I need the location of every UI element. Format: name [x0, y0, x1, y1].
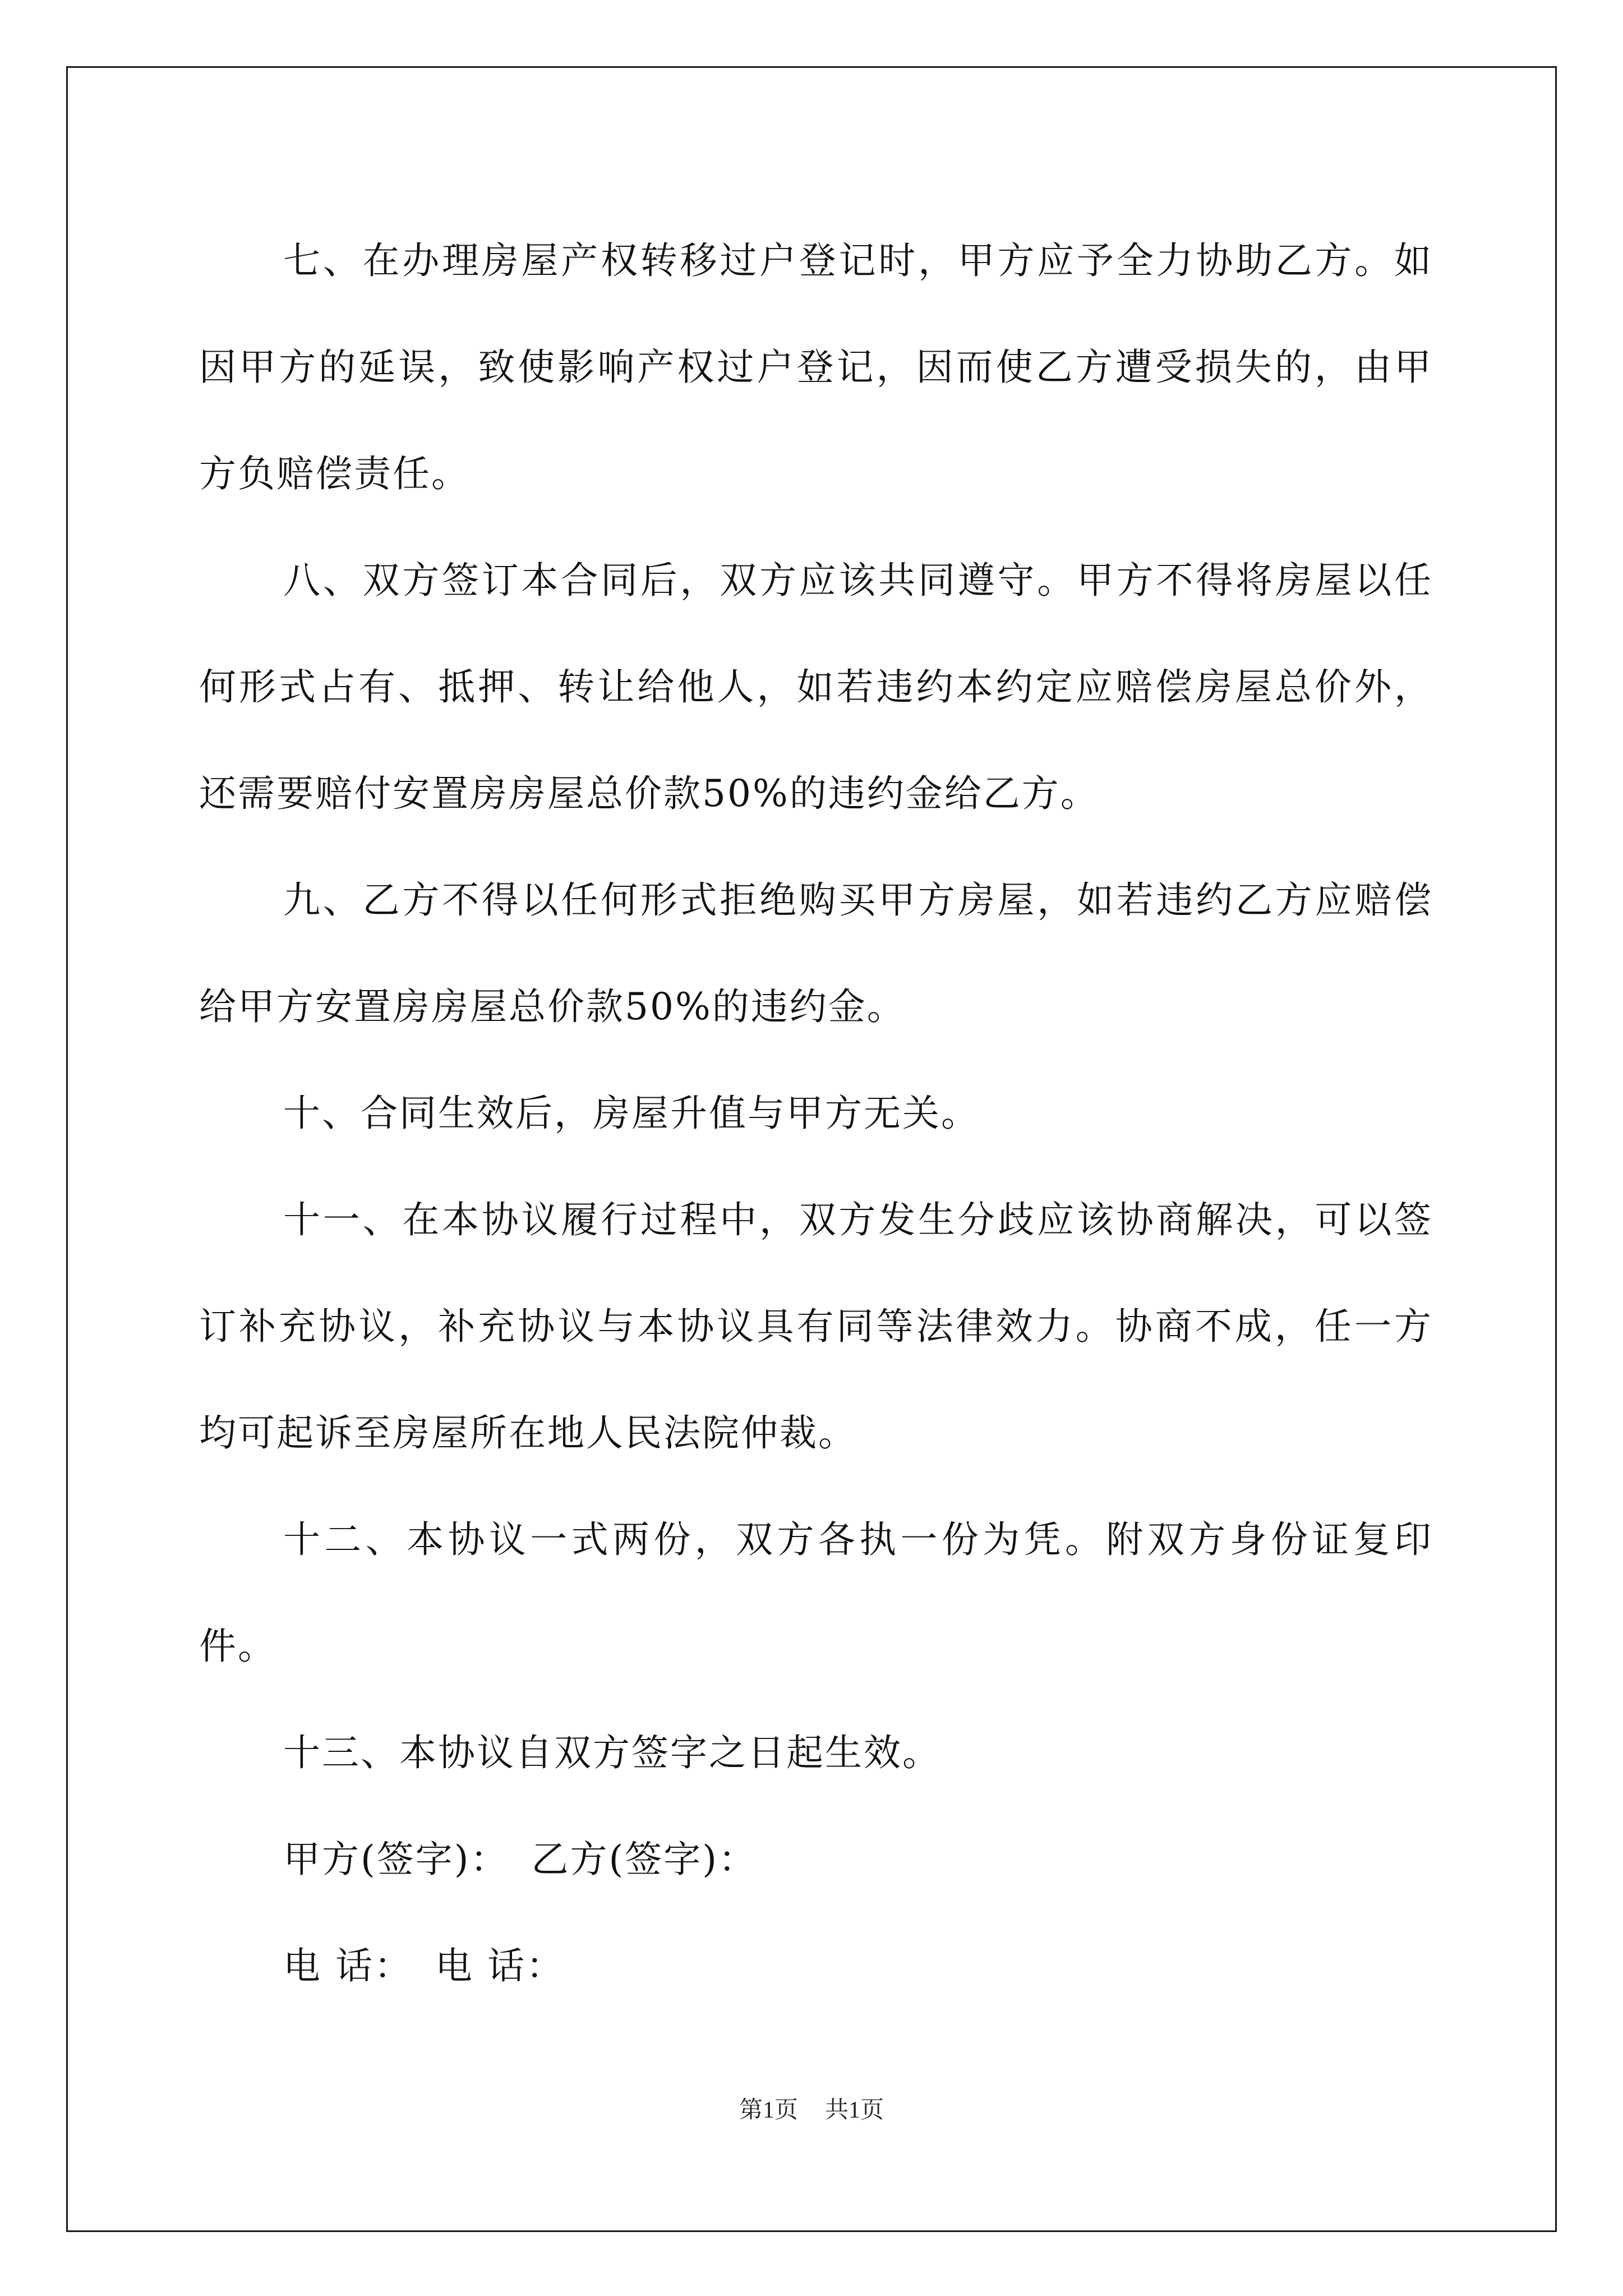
page-number-current: 第1页 [739, 2097, 798, 2123]
clause-11: 十一、在本协议履行过程中，双方发生分歧应该协商解决，可以签订补充协议，补充协议与本协议具有同等法律效力。协商不成，任一方均可起诉至房屋所在地人民法院仲裁。 [199, 1198, 1433, 1455]
signature-line [199, 1806, 1433, 1913]
clause-9: 九、乙方不得以任何形式拒绝购买甲方房屋，如若违约乙方应赔偿给甲方安置房房屋总价款50%的违约金。 [199, 878, 1433, 1028]
party-a-phone-label: 电 话： [283, 1944, 413, 1987]
clause-13: 十三、本协议自双方签字之日起生效。 [283, 1731, 941, 1774]
clause-8: 八、双方签订本合同后，双方应该共同遵守。甲方不得将房屋以任何形式占有、抵押、转让给他人，如若违约本约定应赔偿房屋总价外，还需要赔付安置房房屋总价款50%的违约金给乙方。 [199, 559, 1433, 815]
party-b-signature-label: 乙方(签字)： [531, 1838, 757, 1881]
document-body [199, 208, 1433, 2019]
page-footer [0, 2091, 1623, 2125]
clause-10: 十、合同生效后，房屋升值与甲方无关。 [283, 1092, 980, 1135]
clause-7: 七、在办理房屋产权转移过户登记时，甲方应予全力协助乙方。如因甲方的延误，致使影响产权过户登记，因而使乙方遭受损失的，由甲方负赔偿责任。 [199, 239, 1433, 495]
phone-line [199, 1913, 1433, 2019]
page-number-total: 共1页 [825, 2097, 884, 2123]
party-a-signature-label: 甲方(签字)： [283, 1838, 509, 1881]
party-b-phone-label: 电 话： [435, 1944, 565, 1987]
clause-12: 十二、本协议一式两份，双方各执一份为凭。附双方身份证复印件。 [199, 1518, 1433, 1668]
